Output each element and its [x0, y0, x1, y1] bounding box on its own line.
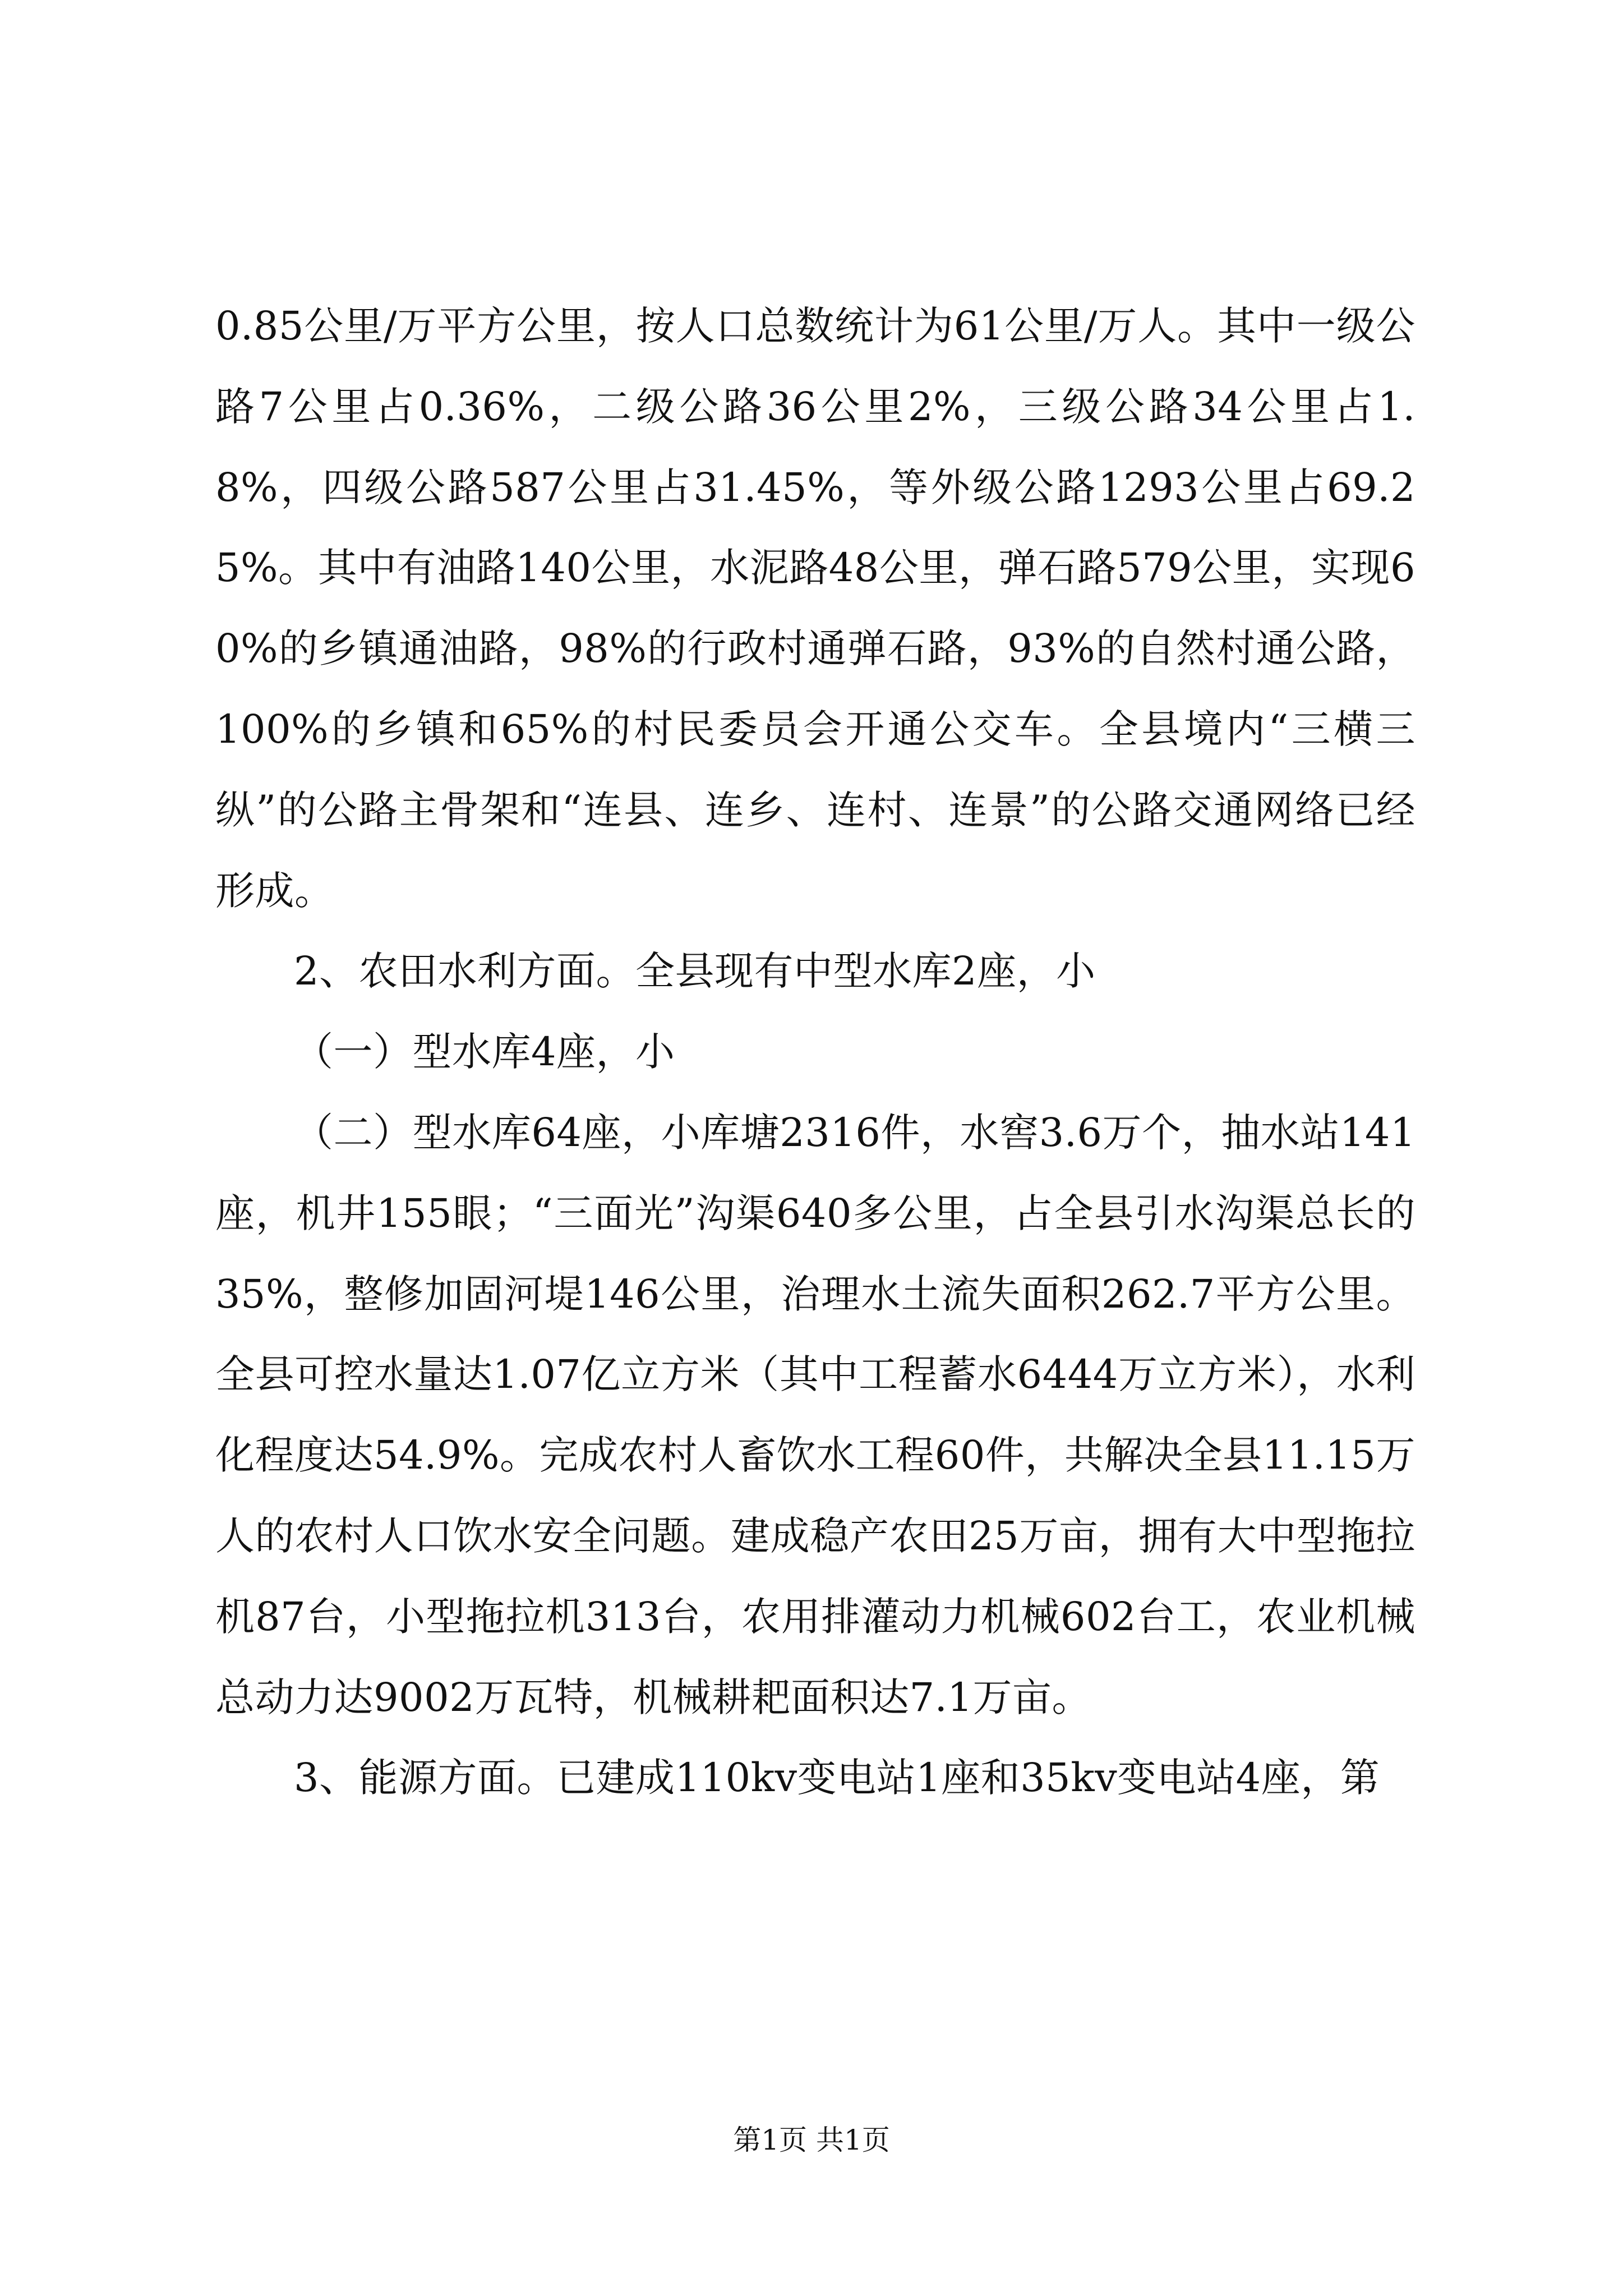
document-body — [215, 286, 1415, 1819]
paragraph-energy: 3、能源方面。已建成110kv变电站1座和35kv变电站4座，第 — [294, 1755, 1380, 1801]
paragraph-road-statistics: 0.85公里/万平方公里，按人口总数统计为61公里/万人。其中一级公路7公里占0.36%，二级公路36公里2%，三级公路34公里占1.8%，四级公路587公里占31.45%，等外级公路1293公里占69.25%。其中有油路140公里，水泥路48公里，弹石路579公里，实现60%的乡镇通油路，98%的行政村通弹石路，93%的自然村通公路，100%的乡镇和65%的村民委员会开通公交车。全县境内“三横三纵”的公路主骨架和“连县、连乡、连村、连景”的公路交通网络已经形成。 — [215, 303, 1415, 914]
paragraph-irrigation-heading: 2、农田水利方面。全县现有中型水库2座，小 — [294, 948, 1096, 995]
paragraph-reservoir-type-2: （二）型水库64座，小库塘2316件，水窖3.6万个，抽水站141座，机井155眼；“三面光”沟渠640多公里，占全县引水沟渠总长的35%，整修加固河堤146公里，治理水土流失面积262.7平方公里。全县可控水量达1.07亿立方米（其中工程蓄水6444万立方米），水利化程度达54.9%。完成农村人畜饮水工程60件，共解决全县11.15万人的农村人口饮水安全问题。建成稳产农田25万亩，拥有大中型拖拉机87台，小型拖拉机313台，农用排灌动力机械602台工，农业机械总动力达9002万瓦特，机械耕耙面积达7.1万亩。 — [215, 1109, 1415, 1720]
page-footer: 第1页 共1页 — [733, 2124, 890, 2156]
paragraph-reservoir-type-1: （一）型水库4座，小 — [294, 1029, 675, 1075]
